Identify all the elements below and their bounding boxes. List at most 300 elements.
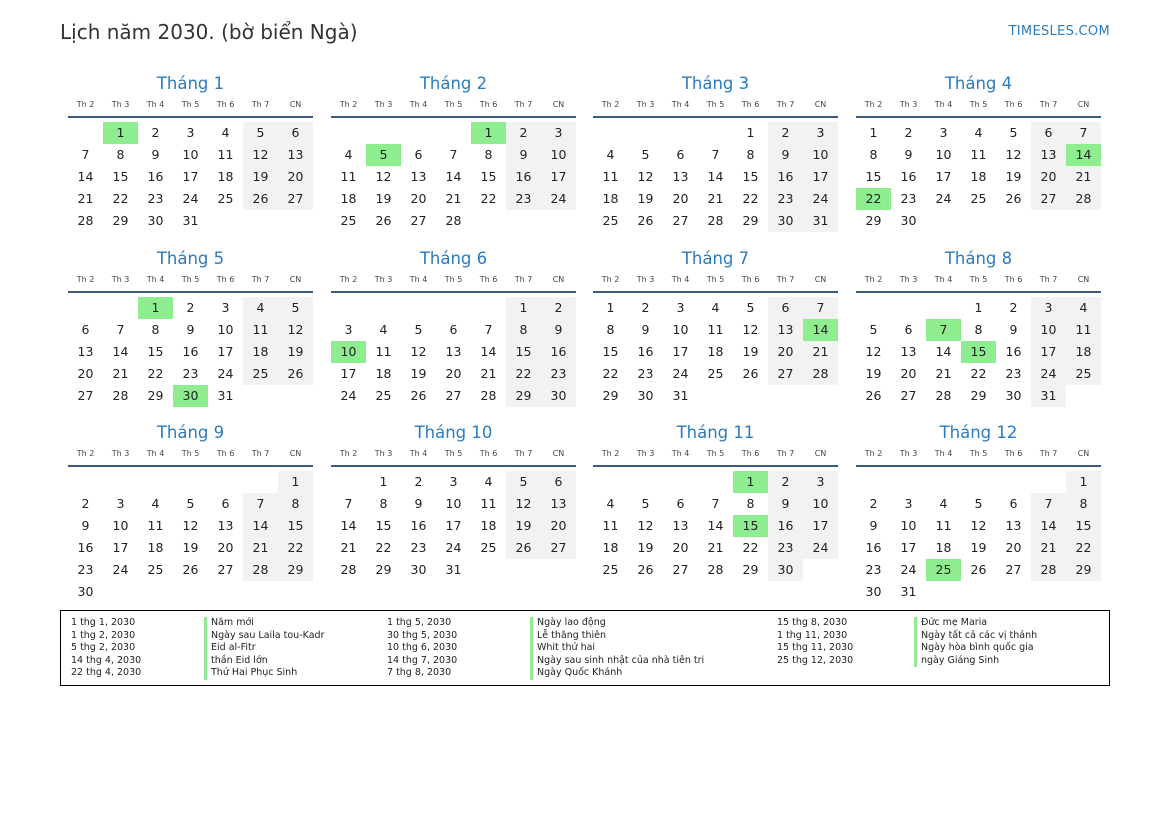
day-cell: 28 [77, 213, 94, 228]
day-cell: 13 [410, 169, 427, 184]
weekday-label: Th 5 [969, 100, 988, 109]
legend-date: 1 thg 1, 2030 [71, 617, 136, 628]
day-cell: 13 [1005, 518, 1022, 533]
weekday-label: CN [552, 100, 565, 109]
weekday-label: Th 5 [706, 275, 725, 284]
weekday-header [856, 98, 1101, 118]
day-cell: 20 [541, 515, 576, 537]
day-cell: 25 [340, 213, 357, 228]
day-cell: 7 [81, 147, 90, 162]
day-cell: 13 [217, 518, 234, 533]
day-cell: 2 [768, 471, 803, 493]
day-cell: 7 [1031, 493, 1066, 515]
day-cell: 11 [147, 518, 164, 533]
day-cell: 13 [445, 344, 462, 359]
day-cell: 30 [768, 559, 803, 581]
weekday-label: Th 5 [706, 449, 725, 458]
weekday-header [856, 273, 1101, 293]
day-cell: 19 [278, 341, 313, 363]
day-cell: 1 [1066, 471, 1101, 493]
day-cell: 29 [742, 213, 759, 228]
day-cell: 17 [217, 344, 234, 359]
day-cell: 24 [900, 562, 917, 577]
month-block [68, 247, 313, 425]
day-cell: 14 [112, 344, 129, 359]
weekday-label: Th 5 [706, 100, 725, 109]
day-cell: 23 [865, 562, 882, 577]
weekday-label: Th 4 [671, 449, 690, 458]
day-cell: 16 [77, 540, 94, 555]
weekday-label: Th 4 [934, 275, 953, 284]
day-cell: 18 [147, 540, 164, 555]
day-cell: 11 [375, 344, 392, 359]
weekday-label: Th 2 [601, 100, 620, 109]
day-cell: 7 [243, 493, 278, 515]
day-cell: 27 [1031, 188, 1066, 210]
day-cell: 10 [112, 518, 129, 533]
weekday-label: Th 5 [181, 449, 200, 458]
day-cell: 19 [970, 540, 987, 555]
day-cell: 10 [803, 493, 838, 515]
weekday-label: Th 4 [146, 100, 165, 109]
day-cell: 12 [1005, 147, 1022, 162]
day-cell: 23 [182, 366, 199, 381]
day-cell: 3 [221, 300, 230, 315]
day-cell: 22 [970, 366, 987, 381]
day-cell: 26 [375, 213, 392, 228]
day-cell: 21 [707, 191, 724, 206]
day-cell: 5 [974, 496, 983, 511]
day-cell: 18 [1066, 341, 1101, 363]
day-cell: 11 [602, 518, 619, 533]
day-cell: 23 [768, 188, 803, 210]
day-cell: 26 [243, 188, 278, 210]
day-cell: 3 [344, 322, 353, 337]
legend-name-column [914, 617, 1037, 667]
day-cell: 20 [217, 540, 234, 555]
day-cell: 9 [1009, 322, 1018, 337]
legend-holiday-name: Năm mới [204, 617, 324, 630]
day-cell: 2 [641, 300, 650, 315]
weekday-label: Th 6 [479, 449, 498, 458]
weekday-label: Th 7 [1039, 100, 1058, 109]
day-cell: 14 [707, 169, 724, 184]
weekday-label: Th 5 [444, 449, 463, 458]
weekday-label: Th 2 [339, 275, 358, 284]
day-cell: 3 [1031, 297, 1066, 319]
day-cell: 9 [151, 147, 160, 162]
day-grid [593, 467, 838, 599]
weekday-label: Th 7 [251, 275, 270, 284]
day-cell: 21 [1066, 166, 1101, 188]
day-cell: 21 [112, 366, 129, 381]
day-cell: 9 [641, 322, 650, 337]
month-block [593, 72, 838, 250]
legend-holiday-name: thần Eid lớn [204, 655, 324, 668]
day-grid [68, 118, 313, 250]
weekday-label: Th 4 [146, 449, 165, 458]
day-cell: 16 [768, 515, 803, 537]
weekday-label: CN [814, 100, 827, 109]
day-cell: 16 [541, 341, 576, 363]
day-cell: 20 [1005, 540, 1022, 555]
weekday-label: Th 4 [671, 275, 690, 284]
day-cell: 23 [506, 188, 541, 210]
month-title: Tháng 12 [939, 423, 1018, 442]
weekday-label: Th 2 [76, 275, 95, 284]
weekday-label: Th 5 [969, 449, 988, 458]
day-cell: 17 [803, 515, 838, 537]
holiday-day-cell: 10 [331, 341, 366, 363]
day-cell: 28 [112, 388, 129, 403]
weekday-header [331, 273, 576, 293]
day-cell: 18 [707, 344, 724, 359]
day-cell: 18 [480, 518, 497, 533]
weekday-label: Th 7 [251, 100, 270, 109]
legend-holiday-name: Eid al-Fitr [204, 642, 324, 655]
weekday-header [593, 98, 838, 118]
day-grid [331, 118, 576, 250]
holiday-day-cell: 1 [103, 122, 138, 144]
weekday-label: Th 3 [111, 275, 130, 284]
day-cell: 22 [112, 191, 129, 206]
day-cell: 20 [672, 540, 689, 555]
day-cell: 29 [742, 562, 759, 577]
day-cell: 9 [81, 518, 90, 533]
day-cell: 21 [340, 540, 357, 555]
legend-date: 1 thg 2, 2030 [71, 629, 136, 641]
month-title: Tháng 9 [156, 423, 225, 442]
day-cell: 8 [116, 147, 125, 162]
weekday-label: Th 5 [444, 100, 463, 109]
day-cell: 10 [803, 144, 838, 166]
day-cell: 14 [1031, 515, 1066, 537]
day-cell: 13 [541, 493, 576, 515]
legend-date: 14 thg 7, 2030 [387, 654, 458, 666]
day-cell: 20 [410, 191, 427, 206]
holiday-day-cell: 14 [1066, 144, 1101, 166]
day-cell: 19 [637, 540, 654, 555]
month-title: Tháng 11 [676, 423, 755, 442]
day-cell: 1 [379, 474, 388, 489]
day-cell: 28 [707, 562, 724, 577]
month-block [856, 421, 1101, 599]
weekday-label: CN [552, 449, 565, 458]
day-cell: 6 [541, 471, 576, 493]
day-cell: 29 [375, 562, 392, 577]
day-cell: 24 [340, 388, 357, 403]
day-cell: 26 [637, 213, 654, 228]
weekday-label: Th 7 [251, 449, 270, 458]
day-cell: 19 [742, 344, 759, 359]
weekday-label: Th 7 [514, 100, 533, 109]
legend-holiday-name: Ngày lao động [530, 617, 704, 630]
day-cell: 4 [379, 322, 388, 337]
legend-holiday-name: Whit thứ hai [530, 642, 704, 655]
holiday-day-cell: 25 [926, 559, 961, 581]
day-cell: 15 [506, 341, 541, 363]
day-cell: 23 [541, 363, 576, 385]
page-title: Lịch năm 2030. (bờ biển Ngà) [60, 20, 358, 44]
weekday-label: Th 7 [1039, 275, 1058, 284]
day-cell: 9 [904, 147, 913, 162]
day-cell: 27 [1005, 562, 1022, 577]
day-cell: 17 [803, 166, 838, 188]
weekday-label: Th 7 [776, 449, 795, 458]
weekday-label: Th 7 [514, 275, 533, 284]
holiday-day-cell: 1 [138, 297, 173, 319]
day-cell: 12 [182, 518, 199, 533]
weekday-label: Th 6 [1004, 449, 1023, 458]
day-cell: 5 [506, 471, 541, 493]
day-cell: 6 [449, 322, 458, 337]
day-cell: 19 [410, 366, 427, 381]
day-cell: 10 [445, 496, 462, 511]
day-cell: 6 [768, 297, 803, 319]
weekday-label: Th 2 [864, 275, 883, 284]
day-cell: 11 [340, 169, 357, 184]
day-cell: 30 [541, 385, 576, 407]
weekday-label: Th 6 [479, 275, 498, 284]
day-cell: 3 [541, 122, 576, 144]
weekday-header [593, 447, 838, 467]
day-cell: 22 [742, 191, 759, 206]
day-cell: 17 [112, 540, 129, 555]
day-cell: 7 [344, 496, 353, 511]
day-cell: 14 [445, 169, 462, 184]
day-cell: 16 [506, 166, 541, 188]
day-cell: 25 [1066, 363, 1101, 385]
day-cell: 26 [182, 562, 199, 577]
day-cell: 12 [278, 319, 313, 341]
day-cell: 10 [541, 144, 576, 166]
day-cell: 21 [77, 191, 94, 206]
weekday-label: Th 3 [111, 449, 130, 458]
day-cell: 2 [1009, 300, 1018, 315]
day-cell: 6 [676, 147, 685, 162]
weekday-header [331, 98, 576, 118]
day-cell: 24 [803, 537, 838, 559]
legend-holiday-name: Lễ thăng thiên [530, 630, 704, 643]
day-cell: 28 [445, 213, 462, 228]
day-cell: 4 [606, 496, 615, 511]
day-cell: 8 [379, 496, 388, 511]
legend-holiday-name: ngày Giáng Sinh [914, 655, 1037, 668]
month-block [856, 72, 1101, 250]
holiday-day-cell: 22 [856, 188, 891, 210]
day-cell: 25 [970, 191, 987, 206]
legend-date: 15 thg 11, 2030 [777, 642, 854, 653]
legend-date: 15 thg 8, 2030 [777, 617, 848, 628]
legend-date: 30 thg 5, 2030 [387, 629, 458, 641]
day-cell: 22 [506, 363, 541, 385]
day-cell: 18 [602, 191, 619, 206]
day-cell: 27 [541, 537, 576, 559]
day-cell: 8 [746, 147, 755, 162]
day-cell: 4 [974, 125, 983, 140]
day-cell: 3 [803, 122, 838, 144]
day-cell: 4 [243, 297, 278, 319]
day-cell: 26 [865, 388, 882, 403]
day-cell: 10 [182, 147, 199, 162]
weekday-label: Th 3 [374, 100, 393, 109]
day-cell: 15 [278, 515, 313, 537]
weekday-label: Th 3 [899, 449, 918, 458]
weekday-label: Th 6 [216, 100, 235, 109]
day-cell: 25 [480, 540, 497, 555]
day-cell: 25 [602, 562, 619, 577]
weekday-label: Th 5 [181, 100, 200, 109]
day-cell: 17 [1031, 341, 1066, 363]
day-cell: 2 [151, 125, 160, 140]
day-cell: 19 [375, 191, 392, 206]
day-cell: 4 [151, 496, 160, 511]
day-cell: 23 [147, 191, 164, 206]
holiday-day-cell: 15 [733, 515, 768, 537]
weekday-label: Th 2 [339, 100, 358, 109]
day-cell: 15 [480, 169, 497, 184]
day-cell: 16 [900, 169, 917, 184]
day-cell: 12 [637, 518, 654, 533]
weekday-label: Th 5 [969, 275, 988, 284]
day-cell: 20 [672, 191, 689, 206]
day-cell: 23 [900, 191, 917, 206]
day-cell: 9 [768, 493, 803, 515]
holiday-day-cell: 15 [961, 341, 996, 363]
day-cell: 27 [445, 388, 462, 403]
day-cell: 16 [637, 344, 654, 359]
day-cell: 26 [970, 562, 987, 577]
day-cell: 14 [935, 344, 952, 359]
weekday-header [68, 98, 313, 118]
day-cell: 22 [1066, 537, 1101, 559]
day-cell: 2 [506, 122, 541, 144]
day-cell: 20 [445, 366, 462, 381]
weekday-header [856, 447, 1101, 467]
day-cell: 3 [904, 496, 913, 511]
day-cell: 31 [1031, 385, 1066, 407]
day-cell: 21 [707, 540, 724, 555]
day-cell: 11 [935, 518, 952, 533]
day-cell: 11 [217, 147, 234, 162]
weekday-label: Th 5 [181, 275, 200, 284]
weekday-label: CN [814, 275, 827, 284]
legend-date-column [387, 617, 457, 680]
holiday-day-cell: 1 [471, 122, 506, 144]
day-cell: 27 [217, 562, 234, 577]
weekday-label: CN [1077, 275, 1090, 284]
weekday-label: Th 7 [776, 100, 795, 109]
holiday-day-cell: 5 [366, 144, 401, 166]
day-cell: 3 [449, 474, 458, 489]
day-cell: 13 [768, 319, 803, 341]
day-cell: 12 [637, 169, 654, 184]
weekday-label: Th 2 [864, 449, 883, 458]
day-cell: 25 [243, 363, 278, 385]
day-cell: 12 [410, 344, 427, 359]
day-cell: 8 [606, 322, 615, 337]
weekday-label: CN [814, 449, 827, 458]
day-cell: 3 [116, 496, 125, 511]
day-cell: 20 [900, 366, 917, 381]
day-cell: 30 [1005, 388, 1022, 403]
site-link[interactable]: TIMESLES.COM [1008, 24, 1110, 39]
day-cell: 21 [243, 537, 278, 559]
day-cell: 12 [243, 144, 278, 166]
holiday-day-cell: 1 [733, 471, 768, 493]
day-cell: 29 [1066, 559, 1101, 581]
day-cell: 12 [970, 518, 987, 533]
day-cell: 25 [375, 388, 392, 403]
weekday-label: Th 3 [636, 275, 655, 284]
day-cell: 17 [340, 366, 357, 381]
day-grid [68, 467, 313, 599]
day-cell: 15 [742, 169, 759, 184]
day-cell: 27 [672, 562, 689, 577]
day-cell: 13 [672, 518, 689, 533]
day-cell: 9 [768, 144, 803, 166]
day-cell: 2 [414, 474, 423, 489]
day-cell: 21 [445, 191, 462, 206]
day-cell: 11 [480, 496, 497, 511]
day-cell: 24 [672, 366, 689, 381]
day-grid [856, 293, 1101, 425]
weekday-label: Th 6 [1004, 275, 1023, 284]
legend-date: 10 thg 6, 2030 [387, 642, 458, 653]
day-cell: 28 [935, 388, 952, 403]
legend-date: 22 thg 4, 2030 [71, 667, 142, 678]
day-cell: 30 [77, 584, 94, 599]
day-grid [331, 293, 576, 425]
day-cell: 24 [803, 188, 838, 210]
weekday-label: Th 2 [76, 100, 95, 109]
weekday-header [68, 273, 313, 293]
day-grid [593, 293, 838, 425]
day-cell: 7 [711, 147, 720, 162]
day-cell: 17 [900, 540, 917, 555]
day-cell: 6 [81, 322, 90, 337]
legend-date-column [71, 617, 141, 680]
weekday-label: Th 6 [741, 100, 760, 109]
day-cell: 6 [676, 496, 685, 511]
weekday-label: Th 7 [514, 449, 533, 458]
day-cell: 12 [865, 344, 882, 359]
day-cell: 31 [182, 213, 199, 228]
weekday-label: Th 4 [934, 449, 953, 458]
day-cell: 28 [707, 213, 724, 228]
day-cell: 14 [243, 515, 278, 537]
day-cell: 31 [900, 584, 917, 599]
weekday-label: Th 6 [1004, 100, 1023, 109]
month-block [856, 247, 1101, 425]
day-cell: 28 [1031, 559, 1066, 581]
day-cell: 26 [637, 562, 654, 577]
legend-date: 7 thg 8, 2030 [387, 667, 452, 678]
day-cell: 31 [672, 388, 689, 403]
day-cell: 9 [414, 496, 423, 511]
day-cell: 18 [375, 366, 392, 381]
day-cell: 4 [606, 147, 615, 162]
day-cell: 29 [970, 388, 987, 403]
day-grid [856, 118, 1101, 250]
day-cell: 2 [541, 297, 576, 319]
day-cell: 29 [865, 213, 882, 228]
legend-holiday-name: Ngày hòa bình quốc gia [914, 642, 1037, 655]
day-cell: 24 [1031, 363, 1066, 385]
day-cell: 14 [340, 518, 357, 533]
day-cell: 13 [1031, 144, 1066, 166]
day-grid [331, 467, 576, 599]
